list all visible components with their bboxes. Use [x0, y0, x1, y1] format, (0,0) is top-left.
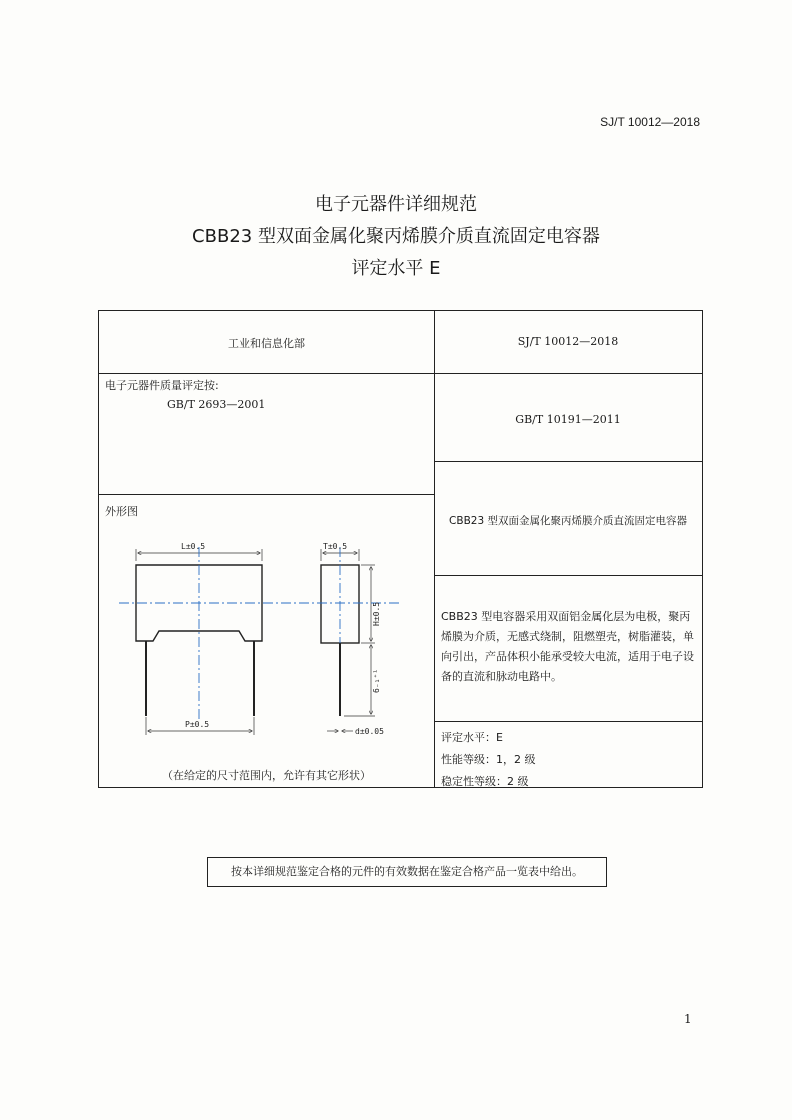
rating-level: 评定水平：E	[441, 731, 503, 744]
dim-pitch-label: P±0.5	[185, 720, 210, 729]
outline-label: 外形图	[105, 505, 138, 518]
dim-lead-length-label: 6₋₁⁺¹	[372, 668, 381, 693]
figure-caption: （在给定的尺寸范围内，允许有其它形状）	[162, 769, 371, 782]
issuer: 工业和信息化部	[228, 337, 305, 350]
title-line-2: CBB23 型双面金属化聚丙烯膜介质直流固定电容器	[192, 226, 600, 247]
assessment-std-right: GB/T 10191—2011	[515, 413, 621, 426]
dim-thickness-label: T±0.5	[323, 542, 348, 551]
row-divider	[434, 461, 702, 462]
performance-grade: 性能等级：1，2 级	[441, 753, 536, 766]
page-number: 1	[684, 1012, 692, 1026]
spec-number: SJ/T 10012—2018	[517, 335, 619, 348]
row-divider	[99, 494, 434, 495]
row-divider	[434, 721, 702, 722]
assessment-label: 电子元器件质量评定按:	[105, 379, 219, 392]
assessment-std-left: GB/T 2693—2001	[167, 398, 266, 411]
product-name: CBB23 型双面金属化聚丙烯膜介质直流固定电容器	[449, 515, 687, 527]
row-divider	[99, 373, 702, 374]
standard-code: SJ/T 10012—2018	[600, 115, 700, 129]
qualification-note: 按本详细规范鉴定合格的元件的有效数据在鉴定合格产品一览表中给出。	[207, 857, 607, 887]
spec-table	[98, 310, 703, 788]
outline-drawing	[109, 521, 409, 766]
title-line-3: 评定水平 E	[351, 258, 441, 279]
dim-length-label: L±0.5	[181, 542, 206, 551]
title-line-1: 电子元器件详细规范	[315, 194, 477, 215]
table-divider	[434, 311, 435, 787]
stability-grade: 稳定性等级：2 级	[441, 775, 529, 788]
product-description: CBB23 型电容器采用双面铝金属化层为电极，聚丙烯膜为介质，无感式绕制，阻燃塑壳，树脂灌装，单向引出，产品体积小能承受较大电流，适用于电子设备的直流和脉动电路中。	[441, 610, 694, 683]
row-divider	[434, 575, 702, 576]
dim-height-label: H±0.5	[372, 601, 381, 626]
dim-wire-label: d±0.05	[355, 727, 384, 736]
